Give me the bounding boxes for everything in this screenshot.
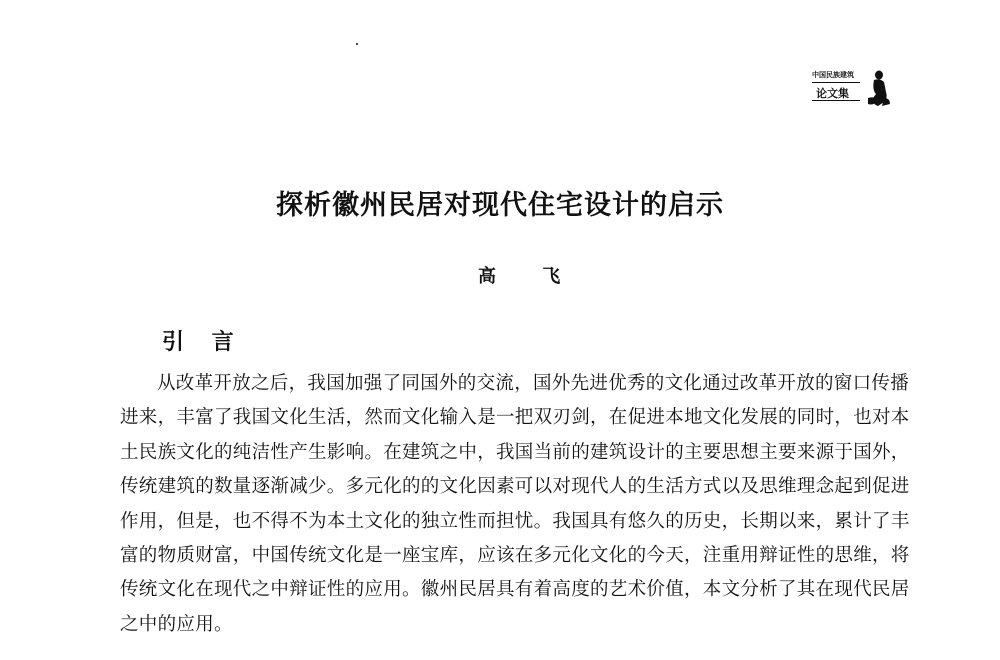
article-title: 探析徽州民居对现代住宅设计的启示 [276,190,724,221]
scan-speck [356,43,358,45]
logo-divider [812,82,860,83]
series-name-bottom: 论文集 [816,87,849,100]
body-paragraph [120,367,920,642]
author-name: 高 飞 [478,266,581,287]
series-name-top: 中国民族建筑 [812,71,854,79]
logo-divider [812,100,860,101]
series-logo [812,68,892,108]
figure-emblem-icon [864,68,892,108]
paragraph-text: 从改革开放之后，我国加强了同国外的交流，国外先进优秀的文化通过改革开放的窗口传播进来，丰富了我国文化生活，然而文化输入是一把双刃剑，在促进本地文化发展的同时，也对本土民族文化的纯洁性产生影响。在建筑之中，我国当前的建筑设计的主要思想主要来源于国外，传统建筑的数量逐渐减少。多元化的的文化因素可以对现代人的生活方式以及思维理念起到促进作用，但是，也不得不为本土文化的独立性而担忧。我国具有悠久的历史，长期以来，累计了丰富的物质财富，中国传统文化是一座宝库，应该在多元化文化的今天，注重用辩证性的思维，将传统文化在现代之中辩证性的应用。徽州民居具有着高度的艺术价值，本文分析了其在现代民居之中的应用。 [120,373,910,635]
section-heading: 引 言 [162,330,244,355]
